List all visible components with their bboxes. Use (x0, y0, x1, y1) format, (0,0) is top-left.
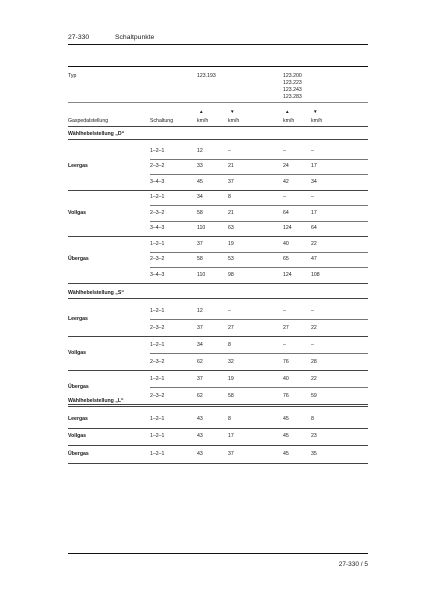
speed-value: 58 (197, 209, 203, 216)
speed-value: 19 (228, 240, 234, 247)
speed-value: 64 (283, 209, 289, 216)
speed-value: 62 (197, 358, 203, 365)
shift-sequence: 1–2–1 (150, 194, 165, 201)
speed-value: – (311, 194, 314, 201)
group-rule (68, 370, 368, 371)
speed-value: 42 (283, 178, 289, 185)
shift-sequence: 1–2–1 (150, 450, 165, 457)
group-rule (68, 336, 368, 337)
shift-sequence: 1–2–1 (150, 240, 165, 247)
speed-value: 108 (311, 271, 320, 278)
row-rule (150, 159, 368, 160)
speed-value: 35 (311, 450, 317, 457)
speed-value: 40 (283, 240, 289, 247)
speed-value: – (311, 341, 314, 348)
col-kmh-down-a: km/h (228, 118, 240, 124)
header-rule (68, 44, 368, 45)
speed-value: 34 (197, 341, 203, 348)
section-title: Wählhebelstellung „S“ (68, 290, 124, 296)
table-top-rule (68, 66, 368, 67)
typ-col-a: 123.193 (197, 73, 216, 79)
col-kmh-down-b: km/h (311, 118, 323, 124)
speed-value: 59 (311, 392, 317, 399)
speed-value: 63 (228, 225, 234, 232)
shift-sequence: 2–3–2 (150, 358, 165, 365)
speed-value: 45 (197, 178, 203, 185)
speed-value: – (228, 147, 231, 154)
col-kmh-up-a: km/h (197, 118, 209, 124)
speed-value: 58 (197, 256, 203, 263)
shift-sequence: 1–2–1 (150, 307, 165, 314)
speed-value: 124 (283, 271, 292, 278)
speed-value: – (283, 147, 286, 154)
speed-value: 27 (228, 324, 234, 331)
page-number: 27-330 / 5 (338, 561, 368, 568)
speed-value: 53 (228, 256, 234, 263)
group-rule (68, 236, 368, 237)
speed-value: – (283, 341, 286, 348)
typ-col-b-1: 123.200 (283, 73, 302, 79)
group-rule (68, 283, 368, 284)
gas-label: Leergas (68, 316, 88, 322)
speed-value: 8 (228, 194, 231, 201)
speed-value: – (228, 307, 231, 314)
shift-sequence: 2–3–2 (150, 163, 165, 170)
section-title-rule (68, 298, 368, 299)
speed-value: 76 (283, 358, 289, 365)
speed-value: 17 (311, 163, 317, 170)
speed-value: 45 (283, 415, 289, 422)
speed-value: 32 (228, 358, 234, 365)
speed-value: 62 (197, 392, 203, 399)
shift-sequence: 3–4–3 (150, 271, 165, 278)
speed-value: 28 (311, 358, 317, 365)
down-triangle-icon: ▼ (313, 109, 318, 114)
speed-value: 37 (197, 324, 203, 331)
section-title-rule (68, 139, 368, 140)
speed-value: 43 (197, 415, 203, 422)
speed-value: 45 (283, 433, 289, 440)
row-rule (150, 205, 368, 206)
speed-value: 22 (311, 375, 317, 382)
speed-value: 64 (311, 225, 317, 232)
shift-sequence: 2–3–2 (150, 209, 165, 216)
speed-value: 124 (283, 225, 292, 232)
gas-label: Vollgas (68, 350, 87, 356)
up-triangle-icon: ▲ (285, 109, 290, 114)
speed-value: 12 (197, 147, 203, 154)
group-rule (68, 463, 368, 464)
group-rule (68, 428, 368, 429)
gas-label: Leergas (68, 163, 88, 170)
row-rule (150, 252, 368, 253)
speed-value: 47 (311, 256, 317, 263)
speed-value: 12 (197, 307, 203, 314)
shift-sequence: 2–3–2 (150, 256, 165, 263)
speed-value: 58 (228, 392, 234, 399)
shift-sequence: 1–2–1 (150, 433, 165, 440)
speed-value: 22 (311, 324, 317, 331)
gas-label: Vollgas (68, 433, 87, 440)
gas-label: Übergas (68, 384, 89, 390)
speed-value: 22 (311, 240, 317, 247)
gas-label: Vollgas (68, 209, 87, 216)
speed-value: 21 (228, 209, 234, 216)
speed-value: 17 (228, 433, 234, 440)
speed-value: 43 (197, 450, 203, 457)
col-schaltung: Schaltung (150, 118, 174, 124)
footer-rule (68, 553, 368, 554)
typ-col-b-4: 123.283 (283, 94, 302, 100)
typ-col-b-2: 123.223 (283, 80, 302, 86)
speed-value: 37 (228, 178, 234, 185)
group-rule (68, 190, 368, 191)
typ-label: Typ (68, 73, 77, 79)
speed-value: – (283, 194, 286, 201)
row-rule (150, 267, 368, 268)
speed-value: – (311, 147, 314, 154)
doc-title: Schaltpunkte (115, 34, 155, 41)
speed-value: 43 (197, 433, 203, 440)
gas-label: Übergas (68, 450, 89, 457)
section-title-rule (68, 406, 368, 407)
column-header-rule (68, 126, 368, 127)
shift-sequence: 2–3–2 (150, 392, 165, 399)
speed-value: 17 (311, 209, 317, 216)
typ-rule (68, 102, 368, 103)
speed-value: 8 (311, 415, 314, 422)
gas-label: Leergas (68, 415, 88, 422)
group-rule (68, 404, 368, 405)
doc-code: 27-330 (68, 34, 90, 41)
speed-value: 37 (197, 240, 203, 247)
speed-value: – (283, 307, 286, 314)
speed-value: 33 (197, 163, 203, 170)
speed-value: 19 (228, 375, 234, 382)
speed-value: 37 (228, 450, 234, 457)
row-rule (150, 221, 368, 222)
shift-sequence: 1–2–1 (150, 415, 165, 422)
gas-label: Übergas (68, 256, 89, 263)
up-triangle-icon: ▲ (199, 109, 204, 114)
col-kmh-up-b: km/h (283, 118, 295, 124)
shift-sequence: 3–4–3 (150, 178, 165, 185)
speed-value: 110 (197, 271, 206, 278)
speed-value: 98 (228, 271, 234, 278)
speed-value: – (311, 307, 314, 314)
speed-value: 21 (228, 163, 234, 170)
group-rule (68, 445, 368, 446)
speed-value: 65 (283, 256, 289, 263)
speed-value: 34 (311, 178, 317, 185)
shift-sequence: 2–3–2 (150, 324, 165, 331)
col-gaspedal: Gaspedalstellung (68, 118, 109, 124)
row-rule (150, 353, 368, 354)
speed-value: 8 (228, 415, 231, 422)
speed-value: 24 (283, 163, 289, 170)
speed-value: 27 (283, 324, 289, 331)
speed-value: 37 (197, 375, 203, 382)
row-rule (150, 319, 368, 320)
speed-value: 23 (311, 433, 317, 440)
shift-sequence: 3–4–3 (150, 225, 165, 232)
speed-value: 76 (283, 392, 289, 399)
row-rule (150, 174, 368, 175)
section-title: Wählhebelstellung „D“ (68, 131, 125, 137)
speed-value: 40 (283, 375, 289, 382)
section-title: Wählhebelstellung „L“ (68, 398, 124, 404)
shift-sequence: 1–2–1 (150, 147, 165, 154)
typ-col-b-3: 123.243 (283, 87, 302, 93)
shift-sequence: 1–2–1 (150, 375, 165, 382)
row-rule (150, 387, 368, 388)
speed-value: 34 (197, 194, 203, 201)
speed-value: 45 (283, 450, 289, 457)
down-triangle-icon: ▼ (230, 109, 235, 114)
speed-value: 110 (197, 225, 206, 232)
shift-sequence: 1–2–1 (150, 341, 165, 348)
speed-value: 8 (228, 341, 231, 348)
